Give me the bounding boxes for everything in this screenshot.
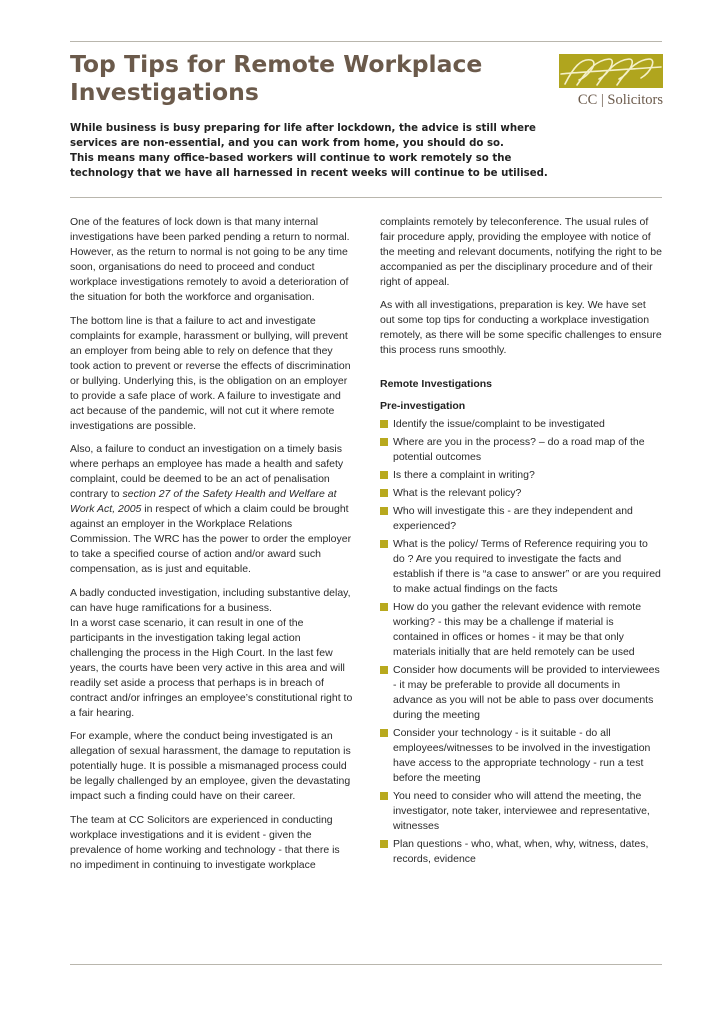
bullet-square-icon — [380, 729, 388, 737]
list-item — [380, 486, 662, 501]
list-item-text: Plan questions - who, what, when, why, witness, dates, records, evidence — [393, 838, 649, 865]
paragraph-text: In a worst case scenario, it can result in one of the participants in the investigation taking legal action challenging the process in the High Court. In the last few years, the courts have been very active in this area and will readily set aside a process that perhaps is in breach of contract and/or infringes an employee’s constitutional right to a fair hearing. — [70, 616, 353, 719]
logo-wordmark: CC | Solicitors — [577, 92, 663, 108]
list-item-text: Where are you in the process? – do a road map of the potential outcomes — [393, 436, 645, 463]
bullet-square-icon — [380, 603, 388, 611]
subsection-heading: Pre-investigation — [380, 400, 466, 412]
list-item — [380, 726, 662, 786]
list-item — [380, 417, 662, 432]
bullet-square-icon — [380, 666, 388, 674]
left-column — [70, 215, 354, 881]
paragraph — [70, 442, 354, 577]
list-item-text: What is the policy/ Terms of Reference requiring you to do ? Are you required to investigate the facts and establish if there is “a case to answer” or are you required to make actual findings on the facts — [393, 538, 661, 595]
list-item-text: How do you gather the relevant evidence with remote working? - this may be a challenge if material is contained in offices or homes - it may be that only materials initially that are held remotely can be used — [393, 601, 642, 658]
list-item — [380, 435, 662, 465]
list-item-text: Consider how documents will be provided to interviewees - it may be preferable to provide all documents in advance as you will not be able to pass over documents during the meeting — [393, 664, 660, 721]
firm-logo — [556, 54, 663, 109]
list-item-text: What is the relevant policy? — [393, 487, 522, 499]
paragraph: The bottom line is that a failure to act and investigate complaints for example, harassment or bullying, will prevent an employer from being able to rely on defence that they took action to prevent or reverse the effects of discrimination or bullying. Underlying this, is the obligation on an employer to provide a safe place of work. A failure to investigate and act because of the pandemic, will not cut it where remote investigations are possible. — [70, 314, 351, 432]
paragraph: One of the features of lock down is that many internal investigations have been parked pending a return to normal. However, as the return to normal is not going to be any time soon, organisations do need to proceed and conduct workplace investigations remotely to avoid a deterioration of the situation for both the workforce and organisation. — [70, 216, 350, 303]
bullet-square-icon — [380, 840, 388, 848]
paragraph: As with all investigations, preparation is key. We have set out some top tips for conducting a workplace investigation remotely, as there will be some specific challenges to ensure this process runs smoothly. — [380, 299, 662, 356]
top-divider — [70, 41, 662, 42]
paragraph: The team at CC Solicitors are experienced in conducting workplace investigations and it is evident - given the prevalence of home working and technology - that there is no impediment in continuing to investigate workplace — [70, 813, 340, 871]
list-item — [380, 504, 662, 534]
list-item-text: Is there a complaint in writing? — [393, 469, 535, 481]
list-item-text: Consider your technology - is it suitable - do all employees/witnesses to be involved in the investigation have access to the appropriate technology - run a test before the meeting — [393, 727, 651, 784]
logo-mark — [559, 54, 663, 88]
bullet-square-icon — [380, 438, 388, 446]
bullet-square-icon — [380, 540, 388, 548]
paragraph-text: A badly conducted investigation, including substantive delay, can have huge ramifications for a business. — [70, 586, 351, 614]
page-title: Top Tips for Remote Workplace Investigations — [70, 50, 483, 106]
intro-summary — [70, 121, 548, 181]
right-column — [380, 215, 662, 870]
list-item-text: You need to consider who will attend the meeting, the investigator, note taker, interviewee and representative, witnesses — [393, 790, 650, 832]
paragraph — [70, 586, 354, 721]
paragraph-text: in respect of which a claim could be brought against an employer in the Workplace Relations Commission. The WRC has the power to order the employer to take a specified course of action and/or award such compensation, as is just and equitable. — [70, 503, 352, 575]
bullet-square-icon — [380, 420, 388, 428]
section-heading: Remote Investigations — [380, 378, 493, 390]
list-item — [380, 537, 662, 597]
list-item-text: Identify the issue/complaint to be investigated — [393, 418, 605, 430]
bullet-square-icon — [380, 507, 388, 515]
paragraph: complaints remotely by teleconference. The usual rules of fair procedure apply, providing the employee with notice of the meeting and relevant documents, notifying the right to be accompanied as per the disciplinary procedure and of their right of appeal. — [380, 216, 662, 288]
bullet-square-icon — [380, 489, 388, 497]
list-item — [380, 663, 662, 723]
intro-divider — [70, 197, 662, 198]
act-citation: section 27 of the Safety Health and Welfare at Work Act, 2005 — [70, 488, 337, 515]
intro-line: technology that we have all harnessed in recent weeks will continue to be utilised. — [70, 168, 548, 179]
intro-line: While business is busy preparing for life after lockdown, the advice is still where — [70, 123, 536, 134]
list-item — [380, 789, 662, 834]
paragraph: For example, where the conduct being investigated is an allegation of sexual harassment, the damage to reputation is potentially huge. It is possible a mismanaged process could be legally challenged by an employee, given the devastating impact such a finding could have on their career. — [70, 730, 351, 802]
tips-list — [380, 417, 662, 867]
bullet-square-icon — [380, 792, 388, 800]
list-item-text: Who will investigate this - are they independent and experienced? — [393, 505, 633, 532]
list-item — [380, 468, 662, 483]
list-item — [380, 600, 662, 660]
paragraph-text: Also, a failure to conduct an investigation on a timely basis where perhaps an employee has made a health and safety complaint, could be deemed to be an act of penalisation contrary to — [70, 443, 344, 500]
intro-line: This means many office-based workers will continue to work remotely so the — [70, 153, 512, 164]
intro-line: services are non-essential, and you can work from home, you should do so. — [70, 138, 504, 149]
list-item — [380, 837, 662, 867]
footer-divider — [70, 964, 662, 965]
bullet-square-icon — [380, 471, 388, 479]
